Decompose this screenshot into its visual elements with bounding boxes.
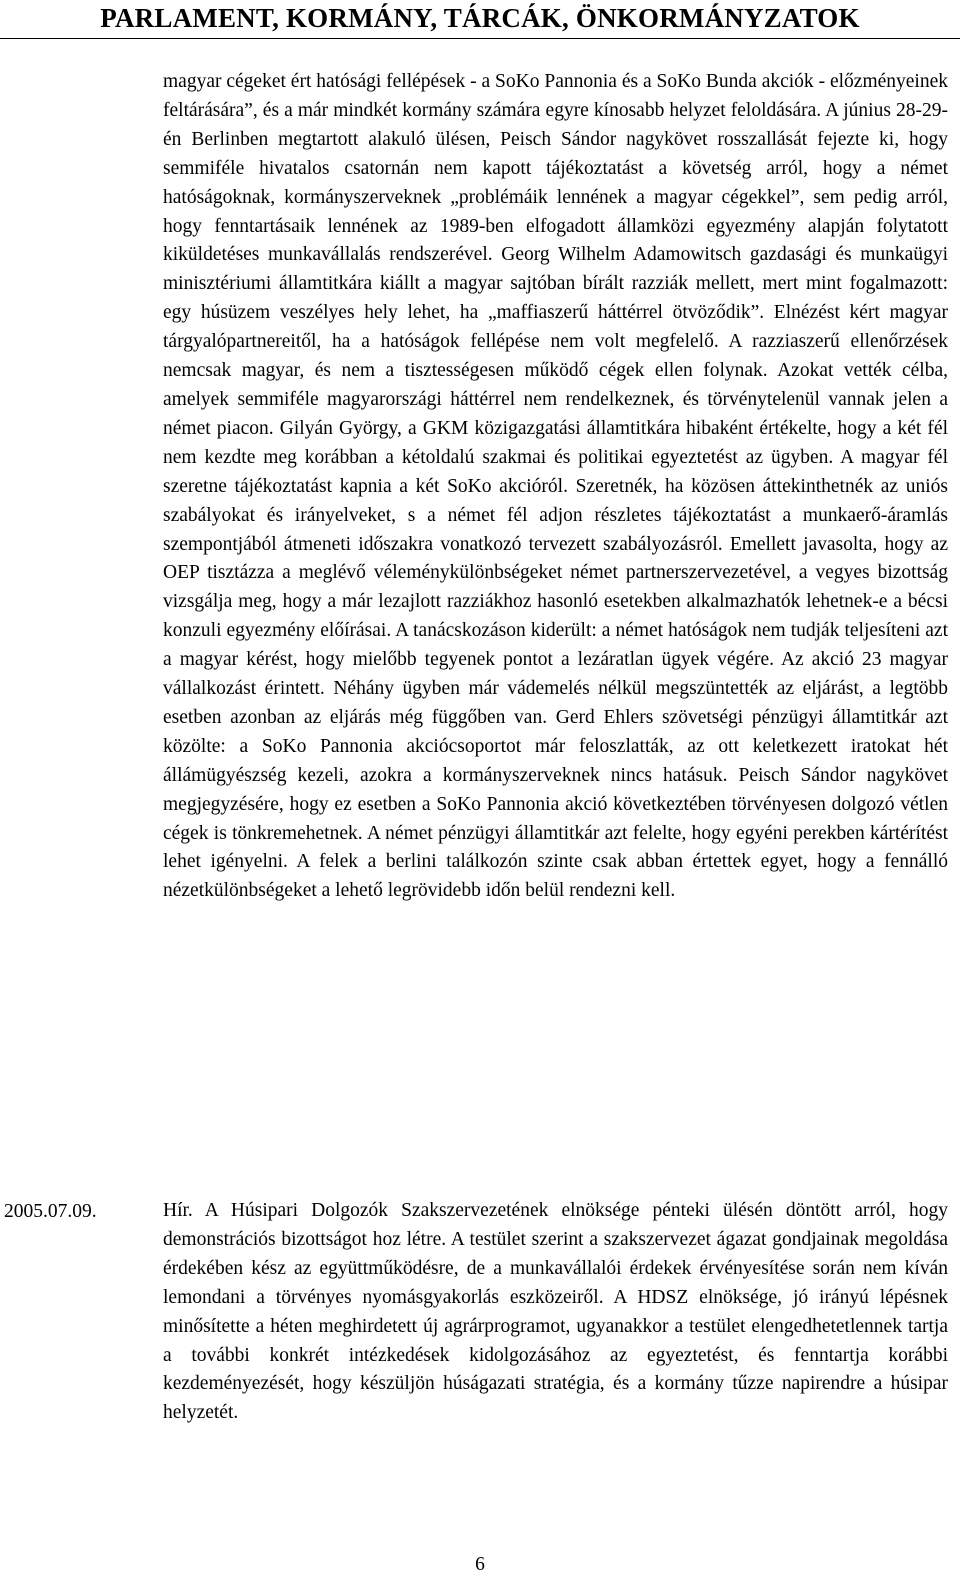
entry-text: magyar cégeket ért hatósági fellépések - a SoKo Pannonia és a SoKo Bunda akciók - előzményeinek feltárására”, és a már mindkét kormány számára egyre kínosabb helyzet feloldására. A június 28-29-én Berlinben megtartott alakuló ülésen, Peisch Sándor nagykövet rosszallását fejezte ki, hogy semmiféle hivatalos csatornán nem kapott tájékoztatást a követség arról, hogy a német hatóságoknak, kormányszerveknek „problémáik lennének a magyar cégekkel”, sem pedig arról, hogy fenntartásaik lennének az 1989-ben elfogadott államközi egyezmény alapján folytatott kiküldetéses munkavállalás rendszerével. Georg Wilhelm Adamowitsch gazdasági és munkaügyi minisztériumi államtitkára kiállt a magyar sajtóban bírált razziák mellett, mert mint fogalmazott: egy húsüzem veszélyes hely lehet, ha „maffiaszerű háttérrel ötvöződik”. Elnézést kért magyar tárgyalópartnereitől, ha a hatóságok fellépése nem volt megfelelő. A razziaszerű ellenőrzések nemcsak magyar, és nem a tisztességesen működő cégek ellen folynak. Azokat vették célba, amelyek semmiféle magyarországi háttérrel nem rendelkeznek, és törvénytelenül vannak jelen a német piacon. Gilyán György, a GKM közigazgatási államtitkára hibaként értékelte, hogy a két fél nem kezdte meg korábban a kétoldalú szakmai és politikai egyeztetést az ügyben. A magyar fél szeretne tájékoztatást kapnia a két SoKo akcióról. Szeretnék, ha közösen áttekinthetnék az uniós szabályokat és irányelveket, s a német fél adjon részletes tájékoztatást a munkaerő-áramlás szempontjából átmeneti időszakra vonatkozó tervezett szabályozásról. Emellett javasolta, hogy az OEP tisztázza a meglévő véleménykülönbségeket német partnerszervezetével, a vegyes bizottság vizsgálja meg, hogy a már lezajlott razziákhoz hasonló esetekben alkalmazhatók lehetnek-e a bécsi konzuli egyezmény előírásai. A tanácskozáson kiderült: a német hatóságok nem tudják teljesíteni azt a magyar kérést, hogy mielőbb tegyenek pontot a lezáratlan ügyek végére. Az akció 23 magyar vállalkozást érintett. Néhány ügyben már vádemelés nélkül megszüntették az eljárást, a legtöbb esetben azonban az eljárás még függőben van. Gerd Ehlers szövetségi pénzügyi államtitkár azt közölte: a SoKo Pannonia akciócsoportot már feloszlatták, az ott keletkezett iratokat hét állámügyészség kezeli, azokra a kormányszerveknek nincs hatásuk. Peisch Sándor nagykövet megjegyzésére, hogy ez esetben a SoKo Pannonia akció következtében törvényesen dolgozó vétlen cégek is tönkremehetnek. A német pénzügyi államtitkár azt felelte, hogy egyéni perekben kártérítést lehet igényelni. A felek a berlini találkozón szinte csak abban értettek egyet, hogy a fennálló nézetkülönbségeket a lehető legrövidebb időn belül rendezni kell. <box>163 71 948 902</box>
running-header-title: PARLAMENT, KORMÁNY, TÁRCÁK, ÖNKORMÁNYZATOK <box>100 3 860 33</box>
page-number: 6 <box>475 1554 485 1575</box>
header-divider <box>0 38 960 39</box>
entry-date: 2005.07.09. <box>4 1201 97 1222</box>
entry-text: Hír. A Húsipari Dolgozók Szakszervezetének elnöksége pénteki ülésén döntött arról, hogy demonstrációs bizottságot hoz létre. A testület szerint a szakszervezet ágazat gondjainak megoldása érdekében kész az együttműködésre, de a munkavállalói érdekek érvényesítése során nem kíván lemondani a törvényes nyomásgyakorlás eszközeiről. A HDSZ elnöksége, jó irányú lépésnek minősítette a héten meghirdetett új agrárprogramot, ugyanakkor a testület elengedhetetlennek tartja a további konkrét intézkedések kidolgozásához az egyeztetést, és fenntartja korábbi kezdeményezését, hogy készüljön húságazati stratégia, és a kormány tűzze napirendre a húsipar helyzetét. <box>163 1200 948 1424</box>
